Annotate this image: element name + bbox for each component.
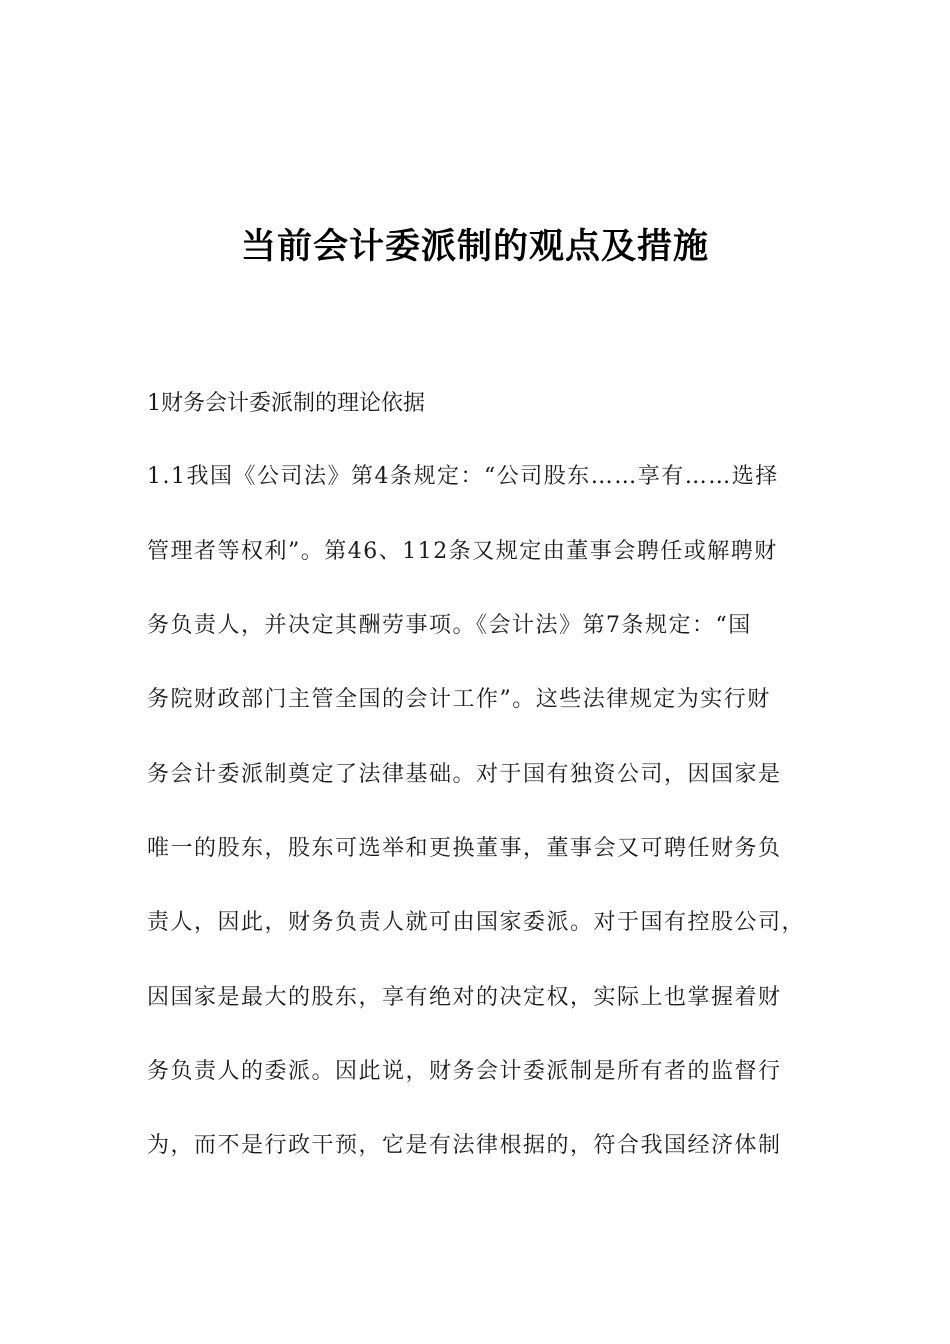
section-heading: 1财务会计委派制的理论依据 <box>147 391 425 416</box>
paragraph-line: 1.1我国《公司法》第4条规定：“公司股东……享有……选择 <box>147 464 779 489</box>
paragraph-line: 务负责人的委派。因此说，财务会计委派制是所有者的监督行 <box>147 1059 782 1084</box>
paragraph-line: 因国家是最大的股东，享有绝对的决定权，实际上也掌握着财 <box>147 985 782 1010</box>
paragraph-line: 务负责人，并决定其酬劳事项。《会计法》第7条规定：“国 <box>147 613 752 638</box>
paragraph-line: 唯一的股东，股东可选举和更换董事，董事会又可聘任财务负 <box>147 836 782 861</box>
paragraph-line: 为，而不是行政干预，它是有法律根据的，符合我国经济体制 <box>147 1133 782 1158</box>
paragraph-line: 管理者等权利”。第46、112条又规定由董事会聘任或解聘财 <box>147 539 778 564</box>
paragraph-line: 责人，因此，财务负责人就可由国家委派。对于国有控股公司， <box>147 910 806 935</box>
paragraph-line: 务会计委派制奠定了法律基础。对于国有独资公司，因国家是 <box>147 762 782 787</box>
paragraph-line: 务院财政部门主管全国的会计工作”。这些法律规定为实行财 <box>147 687 771 712</box>
document-title: 当前会计委派制的观点及措施 <box>240 227 709 267</box>
